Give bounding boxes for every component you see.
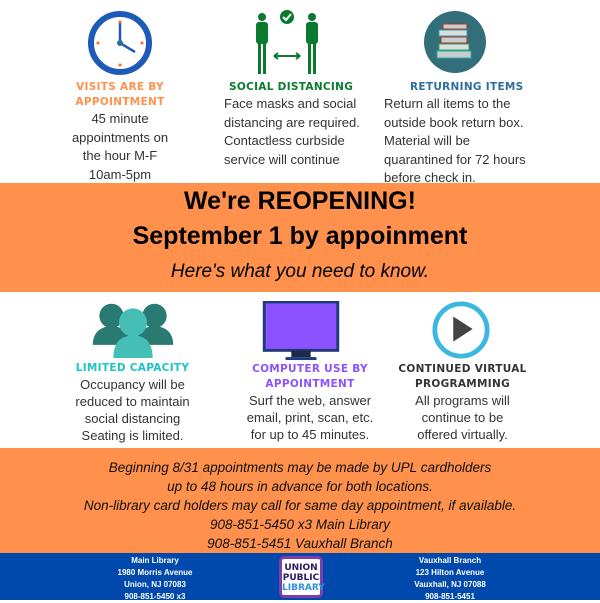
info-line: Beginning 8/31 appointments may be made by UPL cardholders	[108, 460, 492, 475]
section-heading: RETURNING ITEMS	[410, 81, 524, 93]
footer	[0, 553, 600, 600]
text-line: reduced to maintain	[75, 394, 190, 409]
text-line: Face masks and social	[224, 96, 357, 111]
section-text	[40, 110, 200, 184]
section-heading	[390, 362, 535, 392]
text-line: Seating is limited.	[81, 428, 184, 443]
social-distancing-section	[224, 80, 364, 169]
text-line: continue to be	[421, 410, 504, 425]
text-line: 45 minute	[91, 111, 149, 126]
logo-text: PUBLIC	[282, 573, 320, 583]
text-line: Occupancy will be	[80, 377, 185, 392]
text-line: distancing are required.	[224, 114, 360, 130]
union-public-library-logo	[279, 556, 323, 598]
info-phone: 908-851-5451 Vauxhall Branch	[207, 536, 393, 551]
section-text	[235, 392, 385, 443]
limited-capacity-section	[60, 361, 205, 444]
text-line: outside book return box.	[384, 114, 524, 130]
text-line: Surf the web, answer	[248, 393, 372, 408]
text-line: appointments on	[71, 129, 169, 145]
text-line: Return all items to the	[384, 96, 511, 111]
text-line: for up to 45 minutes.	[250, 427, 370, 442]
social-distancing-icon	[252, 8, 322, 78]
address-line: 908-851-5450 x3	[124, 592, 186, 601]
info-phone: 908-851-5450 x3 Main Library	[209, 517, 391, 532]
main-library-address	[55, 555, 255, 603]
logo-text: UNION	[284, 563, 318, 573]
heading-line: APPOINTMENT	[265, 378, 355, 390]
section-text	[390, 392, 535, 443]
info-line: up to 48 hours in advance for both locations.	[167, 479, 433, 494]
address-line: Union, NJ 07083	[124, 580, 186, 589]
banner-subtitle: September 1 by appoinment	[132, 222, 468, 250]
address-line: Vauxhall Branch	[418, 556, 482, 565]
text-line: quarantined for 72 hours	[384, 151, 526, 167]
section-text	[60, 376, 205, 444]
text-line: social distancing	[84, 411, 181, 426]
text-line: 10am-5pm	[88, 166, 152, 182]
computer-icon	[262, 301, 340, 361]
text-line: Contactless curbside	[224, 133, 345, 148]
info-line: Non-library card holders may call for same day appointment, if available.	[83, 498, 517, 513]
banner-tagline: Here's what you need to know.	[170, 261, 430, 282]
section-heading: SOCIAL DISTANCING	[229, 81, 354, 93]
play-icon	[431, 300, 491, 360]
section-heading	[40, 80, 200, 110]
computer-use-section	[235, 362, 385, 443]
address-line: Main Library	[131, 556, 179, 565]
text-line: service will continue	[224, 151, 340, 167]
address-line: 1980 Morris Avenue	[117, 568, 193, 577]
text-line: the hour M-F	[82, 148, 158, 163]
appointment-info	[0, 458, 600, 553]
address-line: 908-851-5451	[425, 592, 475, 601]
banner-title: We're REOPENING!	[184, 187, 416, 215]
people-icon	[88, 300, 178, 358]
text-line: before check in.	[384, 170, 476, 185]
virtual-programming-section	[390, 362, 535, 443]
heading-line: PROGRAMMING	[414, 378, 511, 390]
visits-section	[40, 80, 200, 184]
text-line: All programs will	[415, 393, 510, 408]
reopening-banner	[0, 183, 600, 292]
address-line: Vauxhall, NJ 07088	[414, 580, 486, 589]
text-line: offered virtually.	[417, 427, 508, 442]
heading-line: VISITS ARE BY	[76, 81, 164, 93]
section-heading: LIMITED CAPACITY	[75, 362, 190, 374]
section-heading	[235, 362, 385, 392]
section-text	[224, 95, 364, 169]
heading-line: APPOINTMENT	[75, 96, 165, 108]
returning-items-section	[384, 80, 534, 188]
address-line: 123 Hilton Avenue	[415, 568, 485, 577]
clock-icon	[87, 10, 153, 76]
heading-line: CONTINUED VIRTUAL	[398, 363, 527, 375]
logo-text: LIBRARY	[282, 583, 325, 593]
vauxhall-branch-address	[350, 555, 550, 603]
books-icon	[423, 10, 487, 74]
heading-line: COMPUTER USE BY	[252, 363, 368, 375]
text-line: Material will be	[384, 133, 470, 148]
section-text	[384, 95, 534, 188]
text-line: email, print, scan, etc.	[246, 410, 374, 425]
